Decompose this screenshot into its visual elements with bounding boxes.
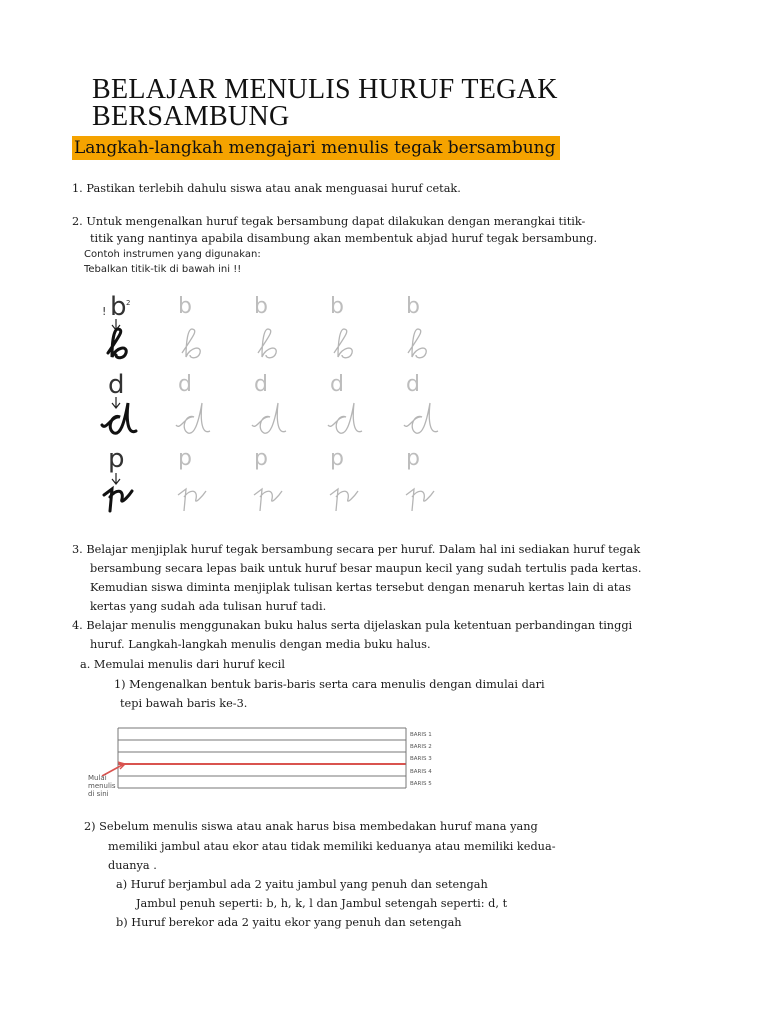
sub-a-detail: Jambul penuh seperti: b, h, k, l dan Jambul setengah seperti: d, t xyxy=(136,897,508,910)
step-4-line-1: 4. Belajar menulis menggunakan buku halus serta dijelaskan pula ketentuan perbandingan tinggi xyxy=(72,619,633,632)
step-3-line-4: kertas yang sudah ada tulisan huruf tadi. xyxy=(90,600,327,613)
svg-text:p: p xyxy=(178,446,192,471)
row-label-1: BARIS 1 xyxy=(410,732,432,738)
svg-text:d: d xyxy=(254,372,268,397)
svg-text:b: b xyxy=(406,294,420,319)
sub-b: b) Huruf berekor ada 2 yaitu ekor yang penuh dan setengah xyxy=(116,916,462,929)
svg-text:d: d xyxy=(406,372,420,397)
worksheet-row-d-print xyxy=(108,370,420,408)
svg-text:!: ! xyxy=(102,305,107,318)
title-line-1: BELAJAR MENULIS HURUF TEGAK xyxy=(92,74,558,105)
start-note-line-3: di sini xyxy=(88,790,109,798)
row-label-2: BARIS 2 xyxy=(410,744,432,751)
worksheet-row-p-cursive xyxy=(104,489,434,511)
svg-text:b: b xyxy=(178,294,192,319)
svg-text:d: d xyxy=(330,372,344,397)
worksheet-row-d-cursive xyxy=(102,403,438,433)
svg-text:p: p xyxy=(406,446,420,471)
letter-d-model: d xyxy=(108,370,125,400)
writing-lines-figure xyxy=(88,724,448,806)
start-note xyxy=(88,774,116,798)
letter-tracing-worksheet xyxy=(90,285,450,520)
section-subtitle: Langkah-langkah mengajari menulis tegak bersambung xyxy=(72,136,560,160)
svg-text:p: p xyxy=(330,446,344,471)
step-4-line-2: huruf. Langkah-langkah menulis dengan media buku halus. xyxy=(90,638,431,651)
step-4a2-line-3: duanya . xyxy=(108,859,157,872)
svg-text:b: b xyxy=(330,294,344,319)
svg-text:p: p xyxy=(254,446,268,471)
step-1: 1. Pastikan terlebih dahulu siswa atau anak menguasai huruf cetak. xyxy=(72,182,461,195)
step-4a1-line-2: tepi bawah baris ke-3. xyxy=(120,697,248,710)
row-label-4: BARIS 4 xyxy=(410,768,432,775)
start-note-line-2: menulis xyxy=(88,782,116,790)
start-note-line-1: Mulai xyxy=(88,774,107,782)
step-4a2-line-1: 2) Sebelum menulis siswa atau anak harus bisa membedakan huruf mana yang xyxy=(84,820,538,833)
worksheet-row-b-print xyxy=(102,292,420,330)
worksheet-row-b-cursive xyxy=(108,329,426,358)
page-title xyxy=(92,76,692,130)
svg-text:d: d xyxy=(178,372,192,397)
row-label-3: BARIS 3 xyxy=(410,756,432,763)
letter-b-model: b xyxy=(110,292,127,322)
worksheet-caption-2: Tebalkan titik-tik di bawah ini !! xyxy=(84,264,242,275)
step-4a: a. Memulai menulis dari huruf kecil xyxy=(80,658,285,671)
worksheet-caption-1: Contoh instrumen yang digunakan: xyxy=(84,249,261,260)
worksheet-row-p-print xyxy=(108,444,420,484)
step-3-line-3: Kemudian siswa diminta menjiplak tulisan kertas tersebut dengan menaruh kertas lain di atas xyxy=(90,581,631,594)
row-label-5: BARIS 5 xyxy=(410,780,432,787)
step-2-line-2: titik yang nantinya apabila disambung akan membentuk abjad huruf tegak bersambung. xyxy=(90,232,598,245)
step-4a2-line-2: memiliki jambul atau ekor atau tidak memiliki keduanya atau memiliki kedua- xyxy=(108,840,556,853)
step-3-line-2: bersambung secara lepas baik untuk huruf besar maupun kecil yang sudah tertulis pada kertas. xyxy=(90,562,642,575)
step-3-line-1: 3. Belajar menjiplak huruf tegak bersambung secara per huruf. Dalam hal ini sediakan huruf tegak xyxy=(72,543,641,556)
step-4a1-line-1: 1) Mengenalkan bentuk baris-baris serta cara menulis dengan dimulai dari xyxy=(114,678,545,691)
sub-a: a) Huruf berjambul ada 2 yaitu jambul yang penuh dan setengah xyxy=(116,878,488,891)
svg-text:b: b xyxy=(254,294,268,319)
letter-p-model: p xyxy=(108,444,125,474)
svg-text:2: 2 xyxy=(126,299,131,307)
title-line-2: BERSAMBUNG xyxy=(92,101,290,132)
step-2-line-1: 2. Untuk mengenalkan huruf tegak bersambung dapat dilakukan dengan merangkai titik- xyxy=(72,215,586,228)
